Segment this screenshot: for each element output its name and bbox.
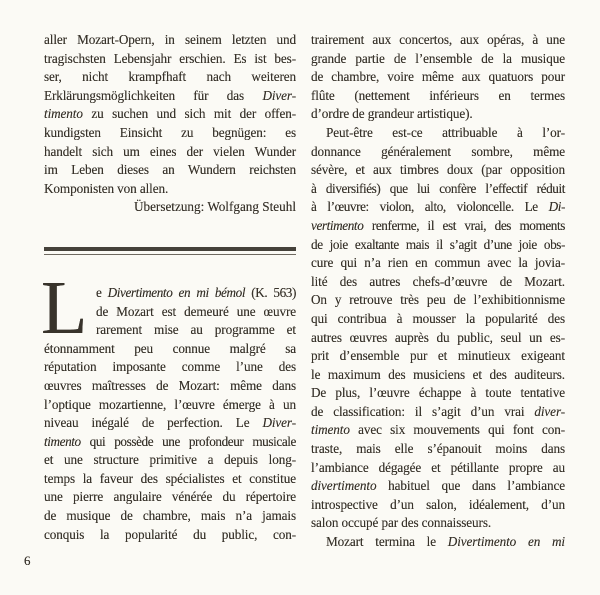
text-line: de chambre, voire même aux quatuors pour — [311, 69, 565, 85]
translation-credit: Übersetzung: Wolfgang Steuhl — [133, 199, 296, 215]
text-line: divertimento habituel que dans l’ambiance — [311, 478, 565, 494]
text-line: On y retrouve très peu de l’exhibitionnisme — [311, 292, 565, 308]
text-line: d’ordre de grandeur artistique). — [311, 106, 473, 122]
text-line: réputation imposante comme l’une des — [44, 359, 296, 375]
left-column — [41, 31, 296, 544]
text-line: introspective d’un salon, idéalement, d’un — [311, 496, 565, 512]
text-line: rarement mise au programme et — [96, 322, 296, 338]
text-line: conquis la popularité du public, con- — [44, 526, 296, 542]
text-line: traste, mais elle s’épanouit moins dans — [311, 441, 565, 457]
text-line: à l’œuvre: violon, alto, violoncelle. Le Di- — [311, 199, 565, 215]
closing-paragraph — [311, 533, 565, 552]
page-number: 6 — [24, 553, 31, 568]
text-line: timento zu suchen und sich mit der offen- — [44, 106, 296, 122]
paragraph-continuation — [311, 31, 565, 124]
text-line: handelt sich um eines der vielen Wunder — [44, 143, 296, 159]
section-divider — [44, 247, 296, 255]
text-line: le maximum des musiciens et des auditeurs. — [311, 366, 565, 382]
text-line: à diversifiés) que lui confère l’effectif réduit — [311, 180, 565, 196]
text-line: Peut-être est-ce attribuable à l’or- — [326, 124, 565, 140]
divider-thick-rule — [44, 247, 296, 251]
text-line: l’ambiance dégagée et pétillante propre au — [311, 459, 565, 475]
text-line: temps la faveur des spécialistes et constitue — [44, 470, 296, 486]
text-line: ser, nicht krampfhaft nach weiteren — [44, 69, 296, 85]
text-line: Mozart termina le Divertimento en mi — [326, 534, 565, 550]
drop-cap: L — [41, 265, 88, 350]
text-line: De plus, l’œuvre échappe à toute tentative — [311, 385, 565, 401]
text-line: salon occupé par des connaisseurs. — [311, 515, 492, 531]
text-line: de Mozart est demeuré une œuvre — [96, 303, 296, 319]
text-line: de musique de chambre, mais n’a jamais — [44, 508, 296, 524]
text-line: trairement aux concertos, aux opéras, à une — [311, 32, 565, 47]
text-line: vertimento renferme, il est vrai, des moments — [311, 217, 565, 233]
text-line: im Leben dieses an Wundern reichsten — [44, 162, 296, 178]
text-line: niveau inégalé de perfection. Le Diver- — [44, 415, 296, 431]
text-line: Erklärungsmöglichkeiten für das Diver- — [44, 87, 296, 103]
text-line: donnance généralement sombre, même — [311, 143, 565, 159]
text-line: timento avec six mouvements qui font con- — [311, 422, 565, 438]
text-line: l’optique mozartienne, l’œuvre émerge à un — [44, 396, 296, 412]
text-line: étonnamment peu connue malgré sa — [44, 340, 296, 356]
text-line: et une structure primitive a depuis long- — [44, 452, 296, 468]
text-line: de joie exaltante mais il s’agit d’une joie obs- — [311, 236, 565, 252]
text-line: prit d’ensemble pur et minutieux exigeant — [311, 348, 565, 364]
main-paragraph — [311, 124, 565, 533]
text-line: œuvres maîtresses de Mozart: même dans — [44, 377, 296, 393]
text-line: tragischsten Lebensjahr erschien. Es ist bes- — [44, 50, 296, 66]
text-line: cure qui n’a rien en commun avec la jovia- — [311, 255, 565, 271]
text-line: une pierre angulaire vénérée du répertoire — [44, 489, 296, 505]
text-line: kundigsten Einsicht zu begnügen: es — [44, 124, 296, 140]
text-line: sévère, et aux timbres doux (par opposition — [311, 162, 565, 178]
text-line: lité des autres chefs-d’œuvre de Mozart. — [311, 273, 565, 289]
french-paragraph-start — [41, 265, 296, 544]
text-line: qui contribua à mousser la popularité des — [311, 310, 565, 326]
german-paragraph — [44, 31, 296, 198]
text-line: aller Mozart-Opern, in seinem letzten und — [44, 32, 296, 47]
text-line: grande partie de l’ensemble de la musique — [311, 50, 565, 66]
text-line: de classification: il s’agit d’un vrai diver- — [311, 403, 565, 419]
text-line: timento qui possède une profondeur musicale — [44, 433, 296, 449]
text-line: Komponisten von allen. — [44, 180, 169, 196]
right-column — [311, 31, 565, 552]
text-line: e Divertimento en mi bémol (K. 563) — [96, 284, 296, 300]
divider-thin-rule — [44, 254, 296, 255]
text-line: autres œuvres auprès du public, seul un es- — [311, 329, 565, 345]
text-line: flûte (nettement inférieurs en termes — [311, 87, 565, 103]
